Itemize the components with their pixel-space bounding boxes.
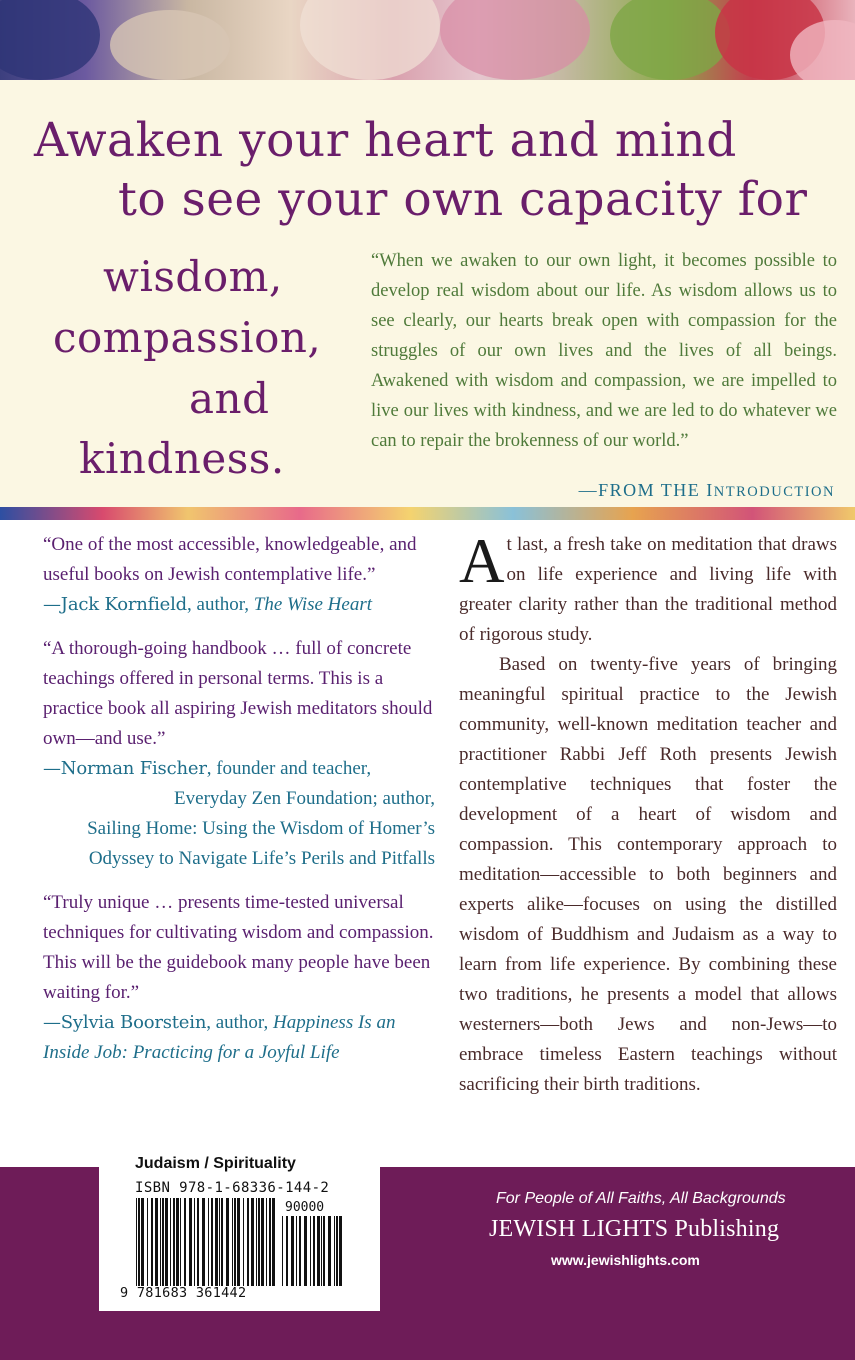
headline-line-1: Awaken your heart and mind xyxy=(34,113,737,168)
endorser-work: Sailing Home: Using the Wisdom of Homer’s Odyssey to Navigate Life’s Perils and Pitfalls xyxy=(87,818,435,869)
barcode-bar xyxy=(258,1198,260,1286)
category-label: Judaism / Spirituality xyxy=(135,1155,296,1172)
intro-attribution-cap: I xyxy=(706,480,714,500)
barcode-bar xyxy=(304,1216,307,1286)
barcode-bar xyxy=(234,1198,236,1286)
barcode-bar xyxy=(162,1198,164,1286)
barcode-bar xyxy=(269,1198,271,1286)
barcode-main xyxy=(136,1198,276,1286)
price-code: 90000 xyxy=(285,1200,325,1215)
barcode-addon xyxy=(282,1216,344,1286)
cover-artwork-top xyxy=(0,0,855,80)
endorser-work: The Wise Heart xyxy=(253,594,373,615)
endorser-name: —Norman Fischer xyxy=(43,758,207,779)
book-description xyxy=(459,526,837,1100)
barcode-bar xyxy=(165,1198,168,1286)
headline-line-6: kindness. xyxy=(79,434,285,483)
barcode-bar xyxy=(247,1198,249,1286)
barcode-bar xyxy=(339,1216,342,1286)
endorsement-text: “A thorough-going handbook … full of concrete teachings offered in personal terms. This is a practice book all aspiring Jewish meditators should own—and use.” xyxy=(43,638,433,749)
endorser-role-line-2: Everyday Zen Foundation; author, xyxy=(174,788,435,809)
endorser-role: , founder and teacher, xyxy=(206,758,372,779)
barcode-bar xyxy=(323,1216,325,1286)
description-paragraph-1 xyxy=(459,526,837,650)
barcode-bar xyxy=(310,1216,311,1286)
barcode-bar xyxy=(328,1216,331,1286)
barcode-bar xyxy=(261,1198,264,1286)
barcode-bar xyxy=(180,1198,181,1286)
barcode-bar xyxy=(136,1198,137,1286)
barcode-bar xyxy=(211,1198,213,1286)
barcode-bar xyxy=(336,1216,338,1286)
barcode-bar xyxy=(266,1198,267,1286)
barcode-bar xyxy=(138,1198,140,1286)
barcode-bar xyxy=(321,1216,322,1286)
headline-line-4: compassion, xyxy=(53,313,322,362)
barcode-bar xyxy=(147,1198,148,1286)
description-text-1: t last, a fresh take on meditation that draws on life experience and living life with greater clarity rather than the traditional method of rigorous study. xyxy=(459,534,837,645)
endorsement-attribution xyxy=(43,754,435,784)
endorser-name: —Sylvia Boorstein xyxy=(43,1012,207,1033)
endorsement-attribution xyxy=(43,1008,435,1068)
barcode-bar xyxy=(170,1198,171,1286)
intro-attribution xyxy=(579,480,835,501)
barcode-bar xyxy=(194,1198,195,1286)
barcode-bar xyxy=(202,1198,205,1286)
barcode-bar xyxy=(219,1198,220,1286)
intro-attribution-rest: NTRODUCTION xyxy=(713,484,835,500)
description-paragraph-2: Based on twenty-five years of bringing meaningful spiritual practice to the Jewish community, well-known meditation teacher and practitioner Rabbi Jeff Roth presents Jewish contemplative techniques that foster the development of a heart of wisdom and compassion. This contemporary approach to meditation—accessible to both beginners and experts alike—focuses on using the distilled wisdom of Buddhism and Judaism as a way to learn from life experience. By combining these two traditions, he presents a model that allows westerners—both Jews and non-Jews—to embrace timeless Eastern teachings without sacrificing their birth traditions. xyxy=(459,654,837,1095)
publisher-url[interactable]: www.jewishlights.com xyxy=(551,1252,700,1268)
barcode-bar xyxy=(151,1198,153,1286)
barcode-bar xyxy=(173,1198,175,1286)
barcode-bar xyxy=(286,1216,288,1286)
headline-line-2: to see your own capacity for xyxy=(118,172,808,227)
endorser-name: —Jack Kornfield xyxy=(43,594,188,615)
endorser-role: , author, xyxy=(206,1012,273,1033)
barcode-bar xyxy=(226,1198,229,1286)
drop-cap: A xyxy=(459,526,505,596)
barcode-bar xyxy=(184,1198,186,1286)
barcode-bar xyxy=(256,1198,257,1286)
endorsement xyxy=(43,634,435,874)
isbn-label: ISBN 978-1-68336-144-2 xyxy=(135,1180,330,1196)
endorsement-text: “Truly unique … presents time-tested universal techniques for cultivating wisdom and compassion. This will be the guidebook many people have been waiting for.” xyxy=(43,892,434,1003)
barcode-bar xyxy=(141,1198,144,1286)
barcode-bar xyxy=(334,1216,335,1286)
barcode-bar xyxy=(215,1198,218,1286)
endorser-work: Happiness Is an Inside Job: Practicing for a Joyful Life xyxy=(43,1012,396,1063)
publisher-tagline: For People of All Faiths, All Backgrounds xyxy=(496,1190,786,1207)
endorser-role: , author, xyxy=(187,594,254,615)
endorsement xyxy=(43,888,435,1068)
intro-quote: “When we awaken to our own light, it becomes possible to develop real wisdom about our life. As wisdom allows us to see clearly, our hearts break open with compassion for the struggles of our own lives and the lives of all beings. Awakened with wisdom and compassion, we are impelled to live our lives with kindness, and we are led to do whatever we can to repair the brokenness of our world.” xyxy=(371,251,837,451)
endorsement-text: “One of the most accessible, knowledgeable, and useful books on Jewish contemplative life.” xyxy=(43,534,417,585)
barcode-bar xyxy=(251,1198,254,1286)
barcode-bar xyxy=(282,1216,283,1286)
barcode-bar xyxy=(208,1198,209,1286)
barcode-bar xyxy=(155,1198,158,1286)
barcode-bar xyxy=(272,1198,275,1286)
barcode-bar xyxy=(221,1198,223,1286)
barcode-bar xyxy=(232,1198,233,1286)
endorsements xyxy=(43,530,435,1082)
barcode-number: 9 781683 361442 xyxy=(120,1285,247,1301)
barcode-bar xyxy=(197,1198,199,1286)
barcode-bar xyxy=(291,1216,294,1286)
headline-line-5: and xyxy=(189,374,270,423)
barcode-bar xyxy=(296,1216,297,1286)
cover-artwork-strip xyxy=(0,507,855,520)
endorsement xyxy=(43,530,435,620)
barcode-bar xyxy=(160,1198,161,1286)
barcode-bar xyxy=(176,1198,179,1286)
endorsement-attribution xyxy=(43,590,435,620)
barcode-bar xyxy=(237,1198,240,1286)
barcode-bar xyxy=(313,1216,315,1286)
headline-line-3: wisdom, xyxy=(103,252,283,301)
barcode-bar xyxy=(243,1198,244,1286)
publisher-name: JEWISH LIGHTS Publishing xyxy=(489,1216,780,1242)
barcode-bar xyxy=(299,1216,301,1286)
intro-attribution-prefix: —FROM THE xyxy=(578,480,707,500)
barcode-bar xyxy=(317,1216,320,1286)
barcode-bar xyxy=(189,1198,192,1286)
